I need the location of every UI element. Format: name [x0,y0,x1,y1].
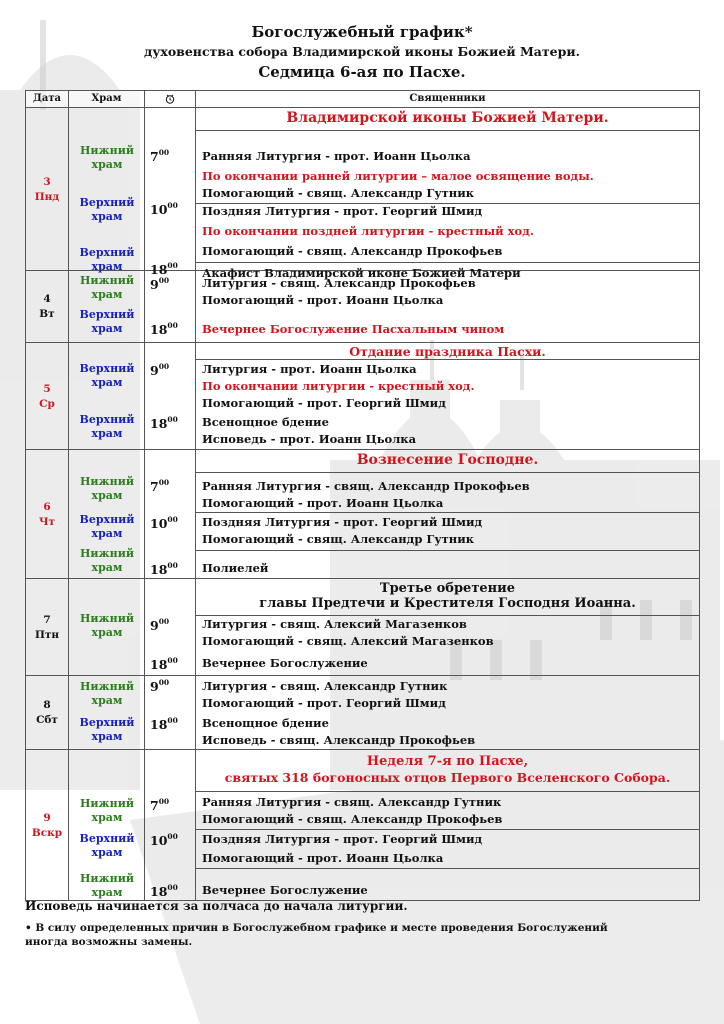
date-cell: 5 Ср [26,343,69,450]
schedule-line: Ранняя Литургия - свящ. Александр Гутник [202,795,502,809]
service-time: $18^{00}$ [150,561,178,577]
schedule-line: Ранняя Литургия - свящ. Александр Прокофьев [202,479,530,493]
schedule-line: Помогающий - прот. Георгий Шмид [202,696,446,710]
schedule-line: Помогающий - прот. Георгий Шмид [202,396,446,410]
church-label: Верхний храм [79,196,135,223]
clergy-cell [196,750,700,901]
schedule-line: Полиелей [202,561,269,575]
schedule-line: Помогающий - свящ. Александр Гутник [202,532,475,546]
schedule-line: Поздняя Литургия - прот. Георгий Шмид [202,204,483,218]
row-divider [196,359,699,360]
day-row-4 [26,271,700,343]
day-row-7 [26,579,700,676]
table-header-row [26,91,700,108]
feast-title: святых 318 богоносных отцов Первого Вселенского Собора. [224,770,671,785]
church-label: Нижний храм [79,612,135,639]
schedule-note: По окончании ранней литургии – малое освящение воды. [202,169,594,183]
schedule-note: По окончании поздней литургии - крестный ход. [202,224,534,238]
church-cell [69,108,145,271]
church-label: Верхний храм [79,308,135,335]
service-time: $10^{00}$ [150,515,178,531]
service-time: $9^{00}$ [150,276,170,292]
schedule-line: Всенощное бдение [202,415,329,429]
row-divider [196,472,699,473]
date-cell: 7 Птн [26,579,69,676]
church-label: Верхний храм [79,513,135,540]
time-cell [145,450,196,579]
date-cell: 8 Сбт [26,676,69,750]
service-time: $10^{00}$ [150,201,178,217]
row-divider [196,512,699,513]
day-row-5 [26,343,700,450]
schedule-line: Ранняя Литургия - прот. Иоанн Цьолка [202,149,471,163]
service-time: $18^{00}$ [150,415,178,431]
schedule-line: Литургия - свящ. Алексий Магазенков [202,617,467,631]
church-label: Верхний храм [79,716,135,743]
feast-title: Третье обретение [379,581,516,596]
service-time: $18^{00}$ [150,716,178,732]
service-time: $9^{00}$ [150,362,170,378]
church-label: Нижний храм [79,547,135,574]
clergy-cell [196,271,700,343]
church-label: Нижний храм [79,797,135,824]
confession-note: Исповедь начинается за полчаса до начала литургии. [25,899,408,913]
day-row-6 [26,450,700,579]
church-label: Верхний храм [79,362,135,389]
service-time: $7^{00}$ [150,478,170,494]
service-time: $9^{00}$ [150,678,170,694]
schedule-line: Исповедь - прот. Иоанн Цьолка [202,432,417,446]
clock-icon [165,94,175,104]
church-cell [69,450,145,579]
clergy-cell [196,579,700,676]
date-cell: 9 Вскр [26,750,69,901]
church-cell [69,750,145,901]
day-row-8 [26,676,700,750]
schedule-note: По окончании литургии - крестный ход. [202,379,475,393]
row-divider [196,615,699,616]
church-label: Нижний храм [79,872,135,899]
clergy-cell [196,676,700,750]
church-label: Нижний храм [79,680,135,707]
row-divider [196,791,699,792]
church-label: Нижний храм [79,475,135,502]
church-label: Верхний храм [79,832,135,859]
row-divider [196,868,699,869]
time-cell [145,750,196,901]
service-time: $18^{00}$ [150,321,178,337]
feast-title: Отдание праздника Пасхи. [349,344,546,359]
service-time: $10^{00}$ [150,832,178,848]
day-row-9 [26,750,700,901]
church-label: Верхний храм [79,246,135,273]
clergy-cell [196,108,700,280]
schedule-line: Вечернее Богослужение [202,656,368,670]
time-cell [145,343,196,450]
column-header-time [145,91,196,108]
service-time: $18^{00}$ [150,883,178,899]
date-cell: 4 Вт [26,271,69,343]
church-cell [69,271,145,343]
week-title: Седмица 6-ая по Пасхе. [258,63,466,81]
row-divider [196,550,699,551]
church-cell [69,676,145,750]
schedule-line: Литургия - свящ. Александр Прокофьев [202,276,476,290]
schedule-line: Поздняя Литургия - прот. Георгий Шмид [202,832,483,846]
column-header-church: Храм [69,91,145,108]
church-label: Нижний храм [79,144,135,171]
column-header-date: Дата [26,91,69,108]
clergy-cell [196,450,700,579]
row-divider [196,829,699,830]
church-cell [69,579,145,676]
schedule-line: Помогающий - прот. Иоанн Цьолка [202,293,444,307]
schedule-line: Помогающий - прот. Иоанн Цьолка [202,496,444,510]
schedule-line: Помогающий - свящ. Александр Гутник [202,186,475,200]
row-divider [196,130,699,131]
row-divider [196,262,699,263]
service-time: $7^{00}$ [150,148,170,164]
church-cell [69,343,145,450]
page-title: Богослужебный график* [251,23,473,41]
day-row-3 [26,108,700,271]
page-subtitle: духовенства собора Владимирской иконы Божией Матери. [144,44,580,59]
schedule-line: Литургия - свящ. Александр Гутник [202,679,448,693]
schedule-line: Акафист Владимирской иконе Божией Матери [202,266,521,280]
schedule-line: Помогающий - свящ. Алексий Магазенков [202,634,494,648]
service-time: $9^{00}$ [150,617,170,633]
time-cell [145,579,196,676]
page-header [0,22,724,82]
feast-title: Вознесение Господне. [356,452,539,468]
service-time: $18^{00}$ [150,656,178,672]
schedule-line: Помогающий - прот. Иоанн Цьолка [202,851,444,865]
church-label: Нижний храм [79,274,135,301]
schedule-line: Поздняя Литургия - прот. Георгий Шмид [202,515,483,529]
schedule-line: Литургия - прот. Иоанн Цьолка [202,362,417,376]
schedule-line: Помогающий - свящ. Александр Прокофьев [202,244,503,258]
service-time: $18^{00}$ [150,261,178,277]
schedule-note: Вечернее Богослужение Пасхальным чином [202,322,505,336]
schedule-line: Всенощное бдение [202,716,329,730]
column-header-clergy: Священники [196,91,700,108]
date-cell: 3 Пнд [26,108,69,271]
date-cell: 6 Чт [26,450,69,579]
schedule-table [25,90,700,901]
time-cell [145,676,196,750]
footnote: • В силу определенных причин в Богослужебном графике и месте проведения Богослужений иногда возможны замены. [25,922,608,948]
service-time: $7^{00}$ [150,797,170,813]
clergy-cell [196,343,700,450]
time-cell [145,271,196,343]
schedule-line: Помогающий - свящ. Александр Прокофьев [202,812,503,826]
feast-title: Владимирской иконы Божией Матери. [286,110,609,126]
schedule-line: Вечернее Богослужение [202,883,368,897]
feast-title: главы Предтечи и Крестителя Господня Иоанна. [259,596,636,611]
schedule-line: Исповедь - свящ. Александр Прокофьев [202,733,476,747]
time-cell [145,108,196,277]
church-label: Верхний храм [79,413,135,440]
feast-title: Неделя 7-я по Пасхе, [366,754,529,769]
